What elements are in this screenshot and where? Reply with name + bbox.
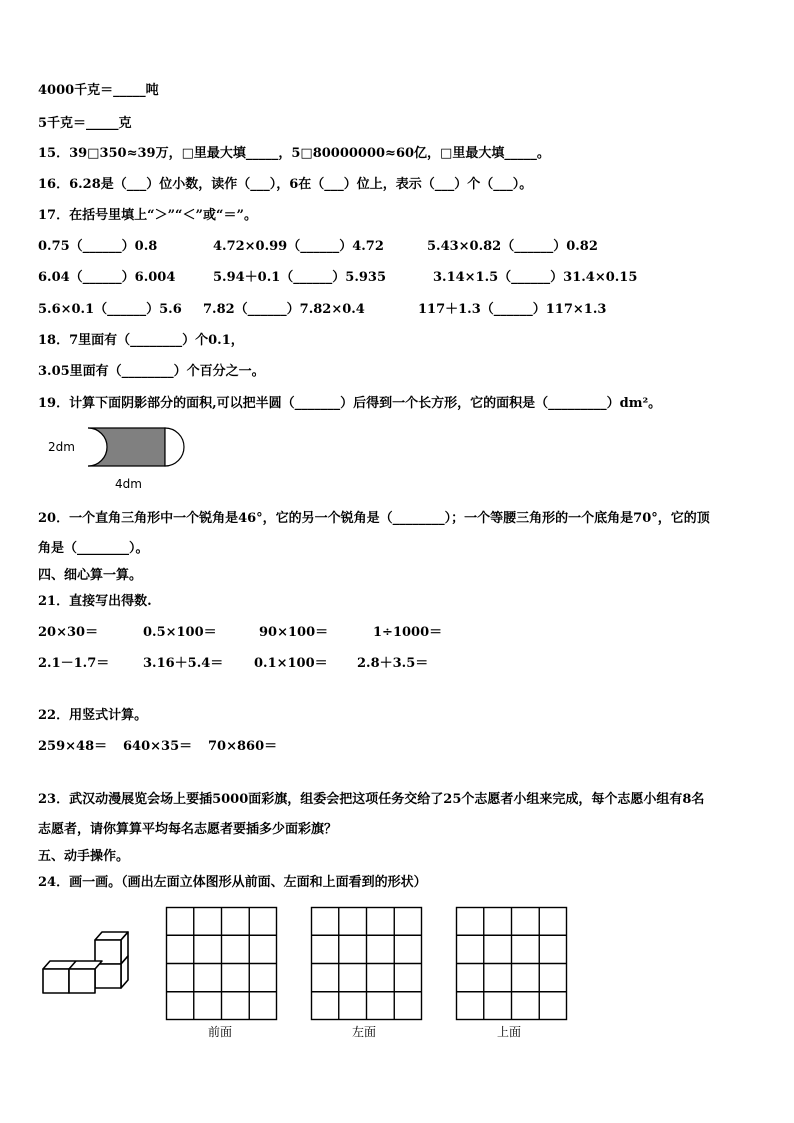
compare-item: 117＋1.3（______）117×1.3 [418, 302, 607, 317]
calc-item: 3.16＋5.4＝ [143, 656, 224, 671]
compare-item: 6.04（______）6.004 [38, 270, 176, 285]
question-17: 17．在括号里填上“＞”“＜”或“＝”。 [38, 208, 257, 223]
question-23-part1: 23．武汉动漫展览会场上要插5000面彩旗，组委会把这项任务交给了25个志愿者小组来完成，每个志愿小组有8名 [38, 792, 705, 807]
calc-item: 2.8＋3.5＝ [357, 656, 429, 671]
vertical-calc-item: 70×860＝ [208, 739, 278, 754]
calc-item: 20×30＝ [38, 625, 99, 640]
front-view-label: 前面 [208, 1025, 233, 1039]
question-19: 19．计算下面阴影部分的面积,可以把半圆（_______）后得到一个长方形，它的面积是（_________）dm²。 [38, 396, 662, 411]
compare-item: 0.75（______）0.8 [38, 239, 158, 254]
question-20-part1: 20．一个直角三角形中一个锐角是46°，它的另一个锐角是（________）；一个等腰三角形的一个底角是70°，它的顶 [38, 511, 710, 526]
section-4-title: 四、细心算一算。 [38, 568, 143, 583]
compare-item: 5.43×0.82（______）0.82 [427, 239, 598, 254]
question-16: 16．6.28是（___）位小数，读作（___），6在（___）位上，表示（___）个（___）。 [38, 177, 533, 192]
figure-width-label: 4dm [115, 477, 142, 491]
right-semicircle [165, 428, 184, 466]
shaded-area-figure [80, 424, 190, 470]
calc-item: 0.1×100＝ [254, 656, 328, 671]
calc-item: 2.1－1.7＝ [38, 656, 110, 671]
calc-item: 1÷1000＝ [373, 625, 443, 640]
compare-item: 7.82（______）7.82×0.4 [203, 302, 365, 317]
calc-item: 90×100＝ [259, 625, 329, 640]
vertical-calc-item: 259×48＝ [38, 739, 108, 754]
unit-conversion-tons: 4000千克＝_____吨 [38, 83, 159, 98]
front-view-grid[interactable] [166, 907, 278, 1021]
cube-stack-figure [40, 928, 140, 998]
question-18-part1: 18．7里面有（________）个0.1， [38, 333, 244, 348]
compare-item: 4.72×0.99（______）4.72 [213, 239, 384, 254]
question-24: 24．画一画。（画出左面立体图形从前面、左面和上面看到的形状） [38, 875, 427, 890]
compare-item: 5.6×0.1（______）5.6 [38, 302, 182, 317]
left-view-label: 左面 [352, 1025, 377, 1039]
section-5-title: 五、动手操作。 [38, 849, 130, 864]
vertical-calc-item: 640×35＝ [123, 739, 193, 754]
compare-item: 5.94＋0.1（______）5.935 [213, 270, 386, 285]
question-20-part2: 角是（________）。 [38, 541, 149, 556]
figure-height-label: 2dm [48, 440, 75, 454]
question-23-part2: 志愿者，请你算算平均每名志愿者要插多少面彩旗？ [38, 822, 338, 837]
question-21: 21．直接写出得数. [38, 594, 152, 609]
question-15: 15．39□350≈39万，□里最大填_____，5□80000000≈60亿，□里最大填_____。 [38, 146, 550, 161]
compare-item: 3.14×1.5（______）31.4×0.15 [433, 270, 638, 285]
calc-item: 0.5×100＝ [143, 625, 217, 640]
unit-conversion-grams: 5千克＝_____克 [38, 116, 132, 131]
top-view-label: 上面 [497, 1025, 522, 1039]
question-22: 22．用竖式计算。 [38, 708, 148, 723]
top-view-grid[interactable] [456, 907, 568, 1021]
question-18-part2: 3.05里面有（________）个百分之一。 [38, 364, 265, 379]
left-view-grid[interactable] [311, 907, 423, 1021]
